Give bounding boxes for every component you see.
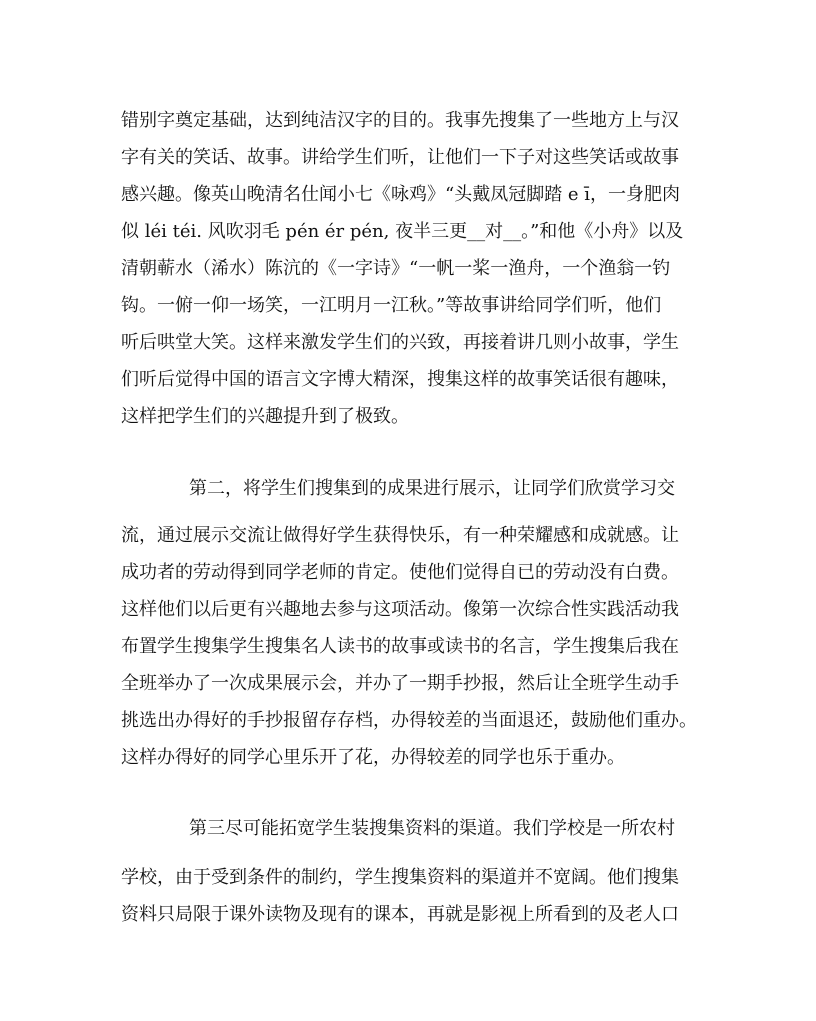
text-line: 流，通过展示交流让做得好学生获得快乐，有一种荣耀感和成就感。让 [121,525,679,546]
text-line: 第二，将学生们搜集到的成果进行展示，让同学们欣赏学习交 [189,478,675,499]
text-line: 成功者的劳动得到同学老师的肯定。使他们觉得自已的劳动没有白费。 [121,562,679,583]
text-line: 清朝蕲水（浠水）陈沆的《一字诗》“一帆一桨一渔舟，一个渔翁一钓 [121,258,671,279]
text-line: 全班举办了一次成果展示会，并办了一期手抄报，然后让全班学生动手 [121,673,679,694]
text-line: 布置学生搜集学生搜集名人读书的故事或读书的名言，学生搜集后我在 [121,636,679,657]
text-line [121,780,697,810]
text-line: 错别字奠定基础，达到纯洁汉字的目的。我事先搜集了一些地方上与汉 [121,110,679,131]
text-line: 资料只局限于课外读物及现有的课本，再就是影视上所看到的及老人口 [121,904,679,925]
text-line: 这样把学生们的兴趣提升到了极致。 [121,406,409,427]
text-line: 感兴趣。像英山晚清名仕闻小七《咏鸡》“头戴凤冠脚踏 e ī，一身肥肉 [121,184,681,205]
text-line: 挑选出办得好的手抄报留存存档，办得较差的当面退还，鼓励他们重办。 [121,710,697,731]
text-line: 字有关的笑话、故事。讲给学生们听，让他们一下子对这些笑话或故事 [121,147,679,168]
text-line: 这样办得好的同学心里乐开了花，办得较差的同学也乐于重办。 [121,747,625,768]
text-line: 第三尽可能拓宽学生装搜集资料的渠道。我们学校是一所农村 [189,818,675,839]
text-line: 这样他们以后更有兴趣地去参与这项活动。像第一次综合性实践活动我 [121,599,679,620]
text-line: 钩。一俯一仰一场笑，一江明月一江秋。”等故事讲给同学们听，他们 [121,295,662,316]
text-line: 听后哄堂大笑。这样来激发学生们的兴致，再接着讲几则小故事，学生 [121,332,679,353]
text-line: 们听后觉得中国的语言文字博大精深，搜集这样的故事笑话很有趣味， [121,369,679,390]
text-line: 学校，由于受到条件的制约，学生搜集资料的渠道并不宽阔。他们搜集 [121,867,679,888]
text-line: 似 léi téi. 风吹羽毛 pén ér pén, 夜半三更__对__。”和他《小舟》以及 [121,221,684,242]
